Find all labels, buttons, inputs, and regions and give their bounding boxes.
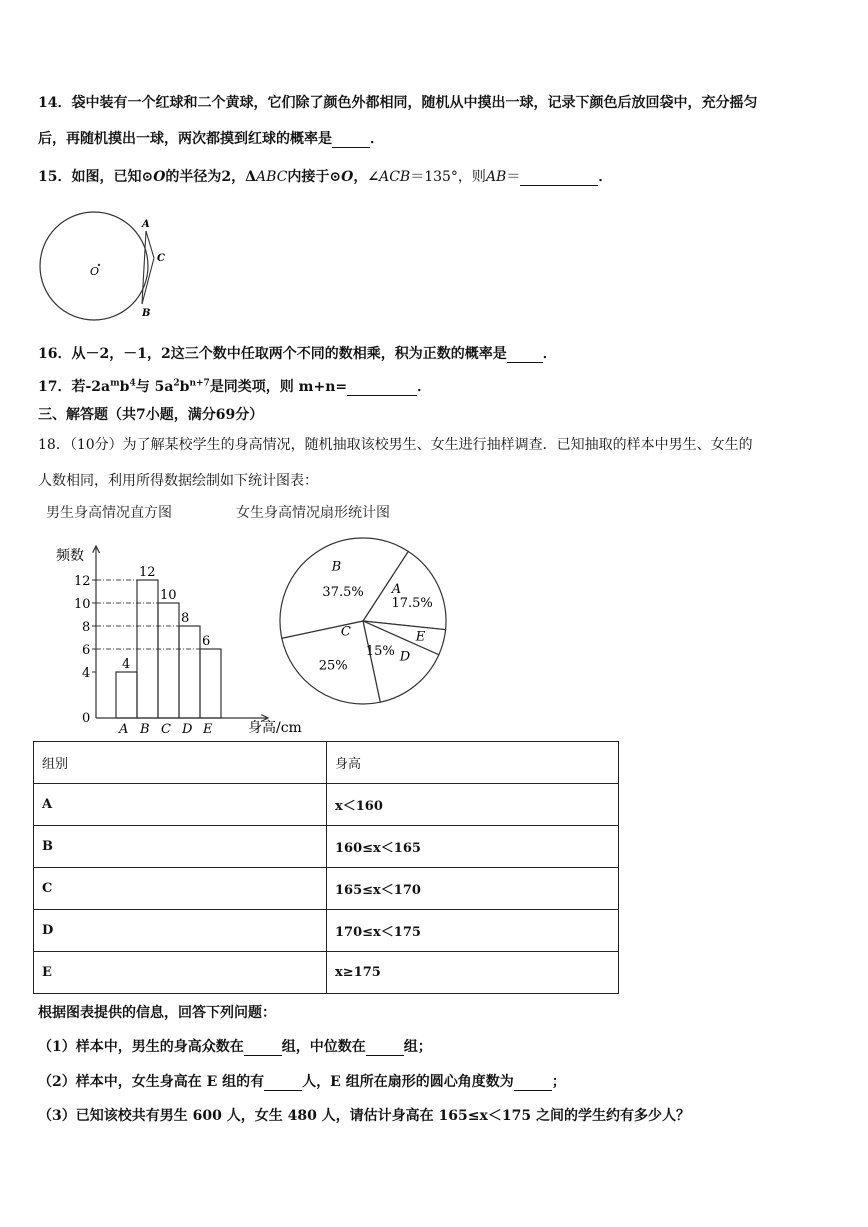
table-header-height: 身高 (327, 742, 619, 784)
table-cell-group: B (34, 826, 327, 868)
table-row (34, 910, 619, 952)
bar-value-label: 6 (202, 634, 211, 649)
q18-line2: 人数相同，利用所得数据绘制如下统计图表： (38, 473, 318, 489)
q17-sup-n7: n+7 (189, 378, 210, 389)
answer-blank (347, 381, 417, 396)
y-axis-label: 频数 (56, 548, 84, 564)
q18-line1: 18．（10分）为了解某校学生的身高情况，随机抽取该校男生、女生进行抽样调查．已知抽取的样本中男生、女生的 (38, 437, 753, 453)
q15-o1: O (153, 169, 166, 185)
q15-ab: AB (485, 169, 507, 185)
q14-line2-end: ． (370, 131, 384, 147)
label-c: C (157, 253, 165, 264)
q16-line (38, 343, 557, 363)
histogram-caption: 男生身高情况直方图 (46, 505, 172, 521)
q15-abc: ABC (256, 169, 288, 185)
table-cell-group: A (34, 784, 327, 826)
pie-slice-label: A (391, 581, 402, 597)
bar-value-label: 12 (139, 565, 156, 580)
q17-pre: 17．若-2a (38, 379, 111, 395)
table-cell-range: 165≤x＜170 (327, 868, 619, 910)
table-header-group: 组别 (34, 742, 327, 784)
histogram-bar (158, 603, 179, 718)
pie-chart (275, 533, 451, 709)
x-tick-label: E (203, 722, 213, 737)
table-row (34, 868, 619, 910)
answer-blank (507, 348, 543, 363)
x-tick-label: A (119, 722, 129, 737)
table-row (34, 784, 619, 826)
label-o: O (90, 265, 100, 278)
answer-blank (366, 1041, 404, 1056)
sub-question-3: （3）已知该校共有男生 600 人，女生 480 人，请估计身高在 165≤x＜175 之间的学生约有多少人？ (38, 1108, 690, 1124)
table-cell-range: 170≤x＜175 (327, 910, 619, 952)
q15-o2: O (341, 169, 354, 185)
x-tick-label: D (182, 722, 193, 737)
circle-figure (38, 200, 178, 326)
pie-slice-label: B (331, 559, 342, 575)
table-cell-group: C (34, 868, 327, 910)
answer-blank (514, 1076, 552, 1091)
histogram-bar (116, 672, 137, 718)
pie-slice-label: C (340, 624, 351, 640)
histogram-bar (179, 626, 200, 718)
y-tick-label: 6 (82, 643, 91, 658)
pie-slice-label: D (399, 649, 411, 665)
q15-line (38, 166, 612, 186)
label-a: A (142, 219, 150, 230)
y-tick-label: 10 (74, 597, 91, 612)
sub1-post: 组； (403, 1039, 432, 1055)
sub-question-1 (38, 1036, 432, 1056)
q15-mid2: 内接于⊙ (287, 169, 342, 185)
histogram-bar (200, 649, 221, 718)
q15-eq2: ＝ (506, 169, 521, 185)
table-cell-range: x≥175 (327, 952, 619, 994)
instructions: 根据图表提供的信息，回答下列问题： (38, 1005, 276, 1021)
sub2-post: ； (551, 1074, 566, 1090)
table-cell-range: x＜160 (327, 784, 619, 826)
q16-text: 16．从－2，－1，2这三个数中任取两个不同的数相乘，积为正数的概率是 (38, 346, 507, 362)
x-tick-label: C (161, 722, 171, 737)
y-tick-label: 4 (82, 666, 91, 681)
pie-slice-label: E (415, 629, 426, 645)
bar-value-label: 4 (122, 657, 131, 672)
pie-percent-label: 17.5% (391, 595, 433, 611)
sub1-pre: （1）样本中，男生的身高众数在 (38, 1039, 244, 1055)
pie-caption: 女生身高情况扇形统计图 (236, 505, 390, 521)
q17-b2: b (179, 379, 190, 395)
q17-sup-4: 4 (129, 378, 136, 389)
q17-sup-2: 2 (173, 378, 180, 389)
histogram-chart (40, 538, 312, 738)
q17-mid: 是同类项，则 m+n= (209, 379, 348, 395)
q16-post: ． (542, 346, 557, 362)
table-row (34, 952, 619, 994)
answer-blank (264, 1076, 302, 1091)
q15-mid3: ，∠ (353, 169, 380, 185)
pie-percent-label: 15% (365, 643, 395, 659)
x-axis-label: 身高/cm (248, 720, 302, 736)
sub-question-2 (38, 1071, 566, 1091)
answer-blank (520, 171, 598, 186)
q15-post: ． (598, 169, 613, 185)
table-cell-range: 160≤x＜165 (327, 826, 619, 868)
q15-eq: ＝135°，则 (410, 169, 486, 185)
table-cell-group: D (34, 910, 327, 952)
table-cell-group: E (34, 952, 327, 994)
sub2-pre: （2）样本中，女生身高在 E 组的有 (38, 1074, 265, 1090)
y-tick-label: 12 (74, 574, 91, 589)
q14-line2-text: 后，再随机摸出一球，两次都摸到红球的概率是 (38, 131, 332, 147)
q17-sup-m: m (110, 378, 120, 389)
q17-and: 与 5a (135, 379, 174, 395)
x-tick-label: B (140, 722, 150, 737)
label-b: B (142, 308, 151, 319)
pie-percent-label: 37.5% (322, 585, 364, 601)
q17-post: ． (417, 379, 432, 395)
height-group-table (33, 741, 619, 994)
q15-acb: ACB (379, 169, 411, 185)
q14-line2 (38, 128, 384, 148)
table-header-row (34, 742, 619, 784)
q15-mid1: 的半径为2，Δ (165, 169, 257, 185)
answer-blank (332, 133, 370, 148)
table-row (34, 826, 619, 868)
section-heading: 三、解答题（共7小题，满分69分） (38, 407, 264, 423)
bar-value-label: 8 (181, 611, 190, 626)
pie-percent-label: 25% (318, 658, 348, 674)
q17-line (38, 376, 431, 396)
y-tick-label: 8 (82, 620, 91, 635)
answer-blank (244, 1041, 282, 1056)
q15-pre: 15．如图，已知⊙ (38, 169, 154, 185)
q14-line1: 14．袋中装有一个红球和二个黄球，它们除了颜色外都相同，随机从中摸出一球，记录下颜色后放回袋中，充分摇匀 (38, 95, 758, 111)
sub2-mid: 人，E 组所在扇形的圆心角度数为 (302, 1074, 514, 1090)
y-tick-label: 0 (82, 711, 91, 726)
q17-b: b (119, 379, 130, 395)
bar-value-label: 10 (160, 588, 177, 603)
sub1-mid: 组，中位数在 (281, 1039, 366, 1055)
